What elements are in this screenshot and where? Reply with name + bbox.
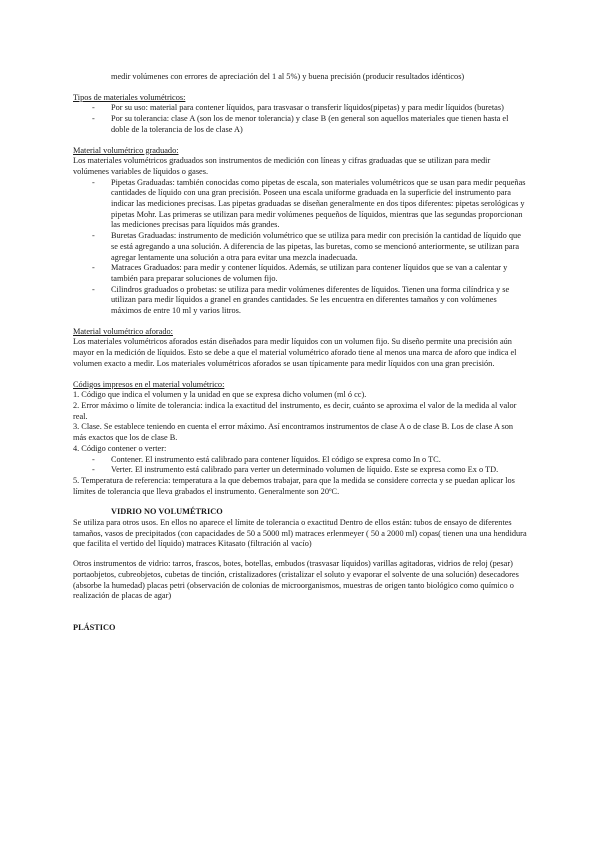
codigos-line-2: 2. Error máximo o límite de tolerancia: indica la exactitud del instrumento, es decir, cuánto se aproxima el valor de la medida al valor real. (73, 400, 517, 421)
vidrio-heading: VIDRIO NO VOLUMÉTRICO (111, 507, 223, 517)
aforado-heading: Material volumétrico aforado: (73, 326, 173, 336)
list-item: - Contener. El instrumento está calibrado para contener líquidos. El código se expresa como In o TC. (73, 455, 528, 466)
list-item: - Verter. El instrumento está calibrado para verter un determinado volumen de líquido. Este se expresa como Ex o TD. (73, 465, 528, 476)
codigos-line-4: 4. Código contener o verter: (73, 443, 167, 453)
codigos-sublist (73, 455, 528, 476)
list-item: - Por su uso: material para contener líquidos, para trasvasar o transferir líquidos(pipetas) y para medir líquidos (buretas) (73, 103, 528, 114)
list-item: - Cilindros graduados o probetas: se utiliza para medir volúmenes diferentes de líquidos. Tienen una forma cilíndrica y se utilizan para medir líquidos a granel en grandes cantidades. Se les encuentra en diferentes tamaños y con volúmenes máximos de entre 10 ml y varios litros. (73, 285, 528, 317)
aforado-text: Los materiales volumétricos aforados están diseñados para medir líquidos con un volumen fijo. Su diseño permite una precisión aún mayor en la medición de líquidos. Esto se debe a que el material volumétrico aforado tiene al menos una marca de aforo que indica el volumen exacto a medir. Los materiales volumétricos aforados se usan típicamente para medir líquidos con una gran precisión. (73, 337, 517, 368)
list-item: - Matraces Graduados: para medir y contener líquidos. Además, se utilizan para contener líquidos que se van a calentar y también para preparar soluciones de volumen fijo. (73, 263, 528, 284)
graduado-list (73, 178, 528, 317)
document-page (73, 72, 528, 634)
list-item: - Buretas Graduadas: instrumento de medición volumétrico que se utiliza para medir con precisión la cantidad de líquido que se está agregando a una solución. A diferencia de las pipetas, las buretas, como se mencionó anteriormente, se utilizan para agregar lentamente una solución a otra para evitar una mezcla inadecuada. (73, 231, 528, 263)
vidrio-paragraph-2: Otros instrumentos de vidrio: tarros, frascos, botes, botellas, embudos (trasvasar líquidos) varillas agitadoras, vidrios de reloj (pesar) portaobjetos, cubreobjetos, cubetas de tinción, cristalizadores (cristalizar el soluto y evaporar el solvente de una solución) desecadores (absorbe la humedad) placas petri (observación de colonias de microorganismos, muestras de origen tanto biológico como químico o realización de placas de agar) (73, 559, 519, 601)
codigos-line-1: 1. Código que indica el volumen y la unidad en que se expresa dicho volumen (ml ó cc). (73, 390, 367, 400)
vidrio-paragraph-1: Se utiliza para otros usos. En ellos no aparece el límite de tolerancia o exactitud Dentro de ellos están: tubos de ensayo de diferentes tamaños, vasos de precipitados (con capacidades de 50 a 5000 ml) matraces erlenmeyer ( 50 a 2000 ml) copas( tienen una una hendidura que facilita el vertido del líquido) matraces Kitasato (filtración al vacío) (73, 518, 527, 549)
codigos-line-5: 5. Temperatura de referencia: temperatura a la que debemos trabajar, para que la medida se considere correcta y se puedan aplicar los límites de tolerancia que lleva grabados el instrumento. Generalmente son 20ºC. (73, 475, 515, 496)
codigos-line-3: 3. Clase. Se establece teniendo en cuenta el error máximo. Así encontramos instrumentos de clase A o de clase B. Los de clase A son más exactos que los de clase B. (73, 422, 514, 443)
list-item: - Pipetas Graduadas: también conocidas como pipetas de escala, son materiales volumétricos que se usan para medir pequeñas cantidades de líquido con una gran precisión. Poseen una escala uniforme graduada en la superficie del instrumento para indicar las mediciones precisas. Las pipetas graduadas se diseñan generalmente en dos tipos diferentes: pipetas serológicas y pipetas Mohr. Las primeras se utilizan para medir volúmenes pequeños de líquidos, mientras que las segundas proporcionan las mediciones precisas para líquidos más grandes. (73, 178, 528, 232)
plastico-heading: PLÁSTICO (73, 622, 116, 632)
intro-continuation: medir volúmenes con errores de apreciación del 1 al 5%) y buena precisión (producir resultados idénticos) (111, 72, 465, 81)
list-item: - Por su tolerancia: clase A (son los de menor tolerancia) y clase B (en general son aquellos materiales que tienen hasta el doble de la tolerancia de los de clase A) (73, 114, 528, 135)
tipos-heading: Tipos de materiales volumétricos: (73, 92, 186, 102)
tipos-list (73, 103, 528, 135)
graduado-intro: Los materiales volumétricos graduados son instrumentos de medición con líneas y cifras graduadas que se utilizan para medir volúmenes variables de líquidos o gases. (73, 156, 491, 176)
graduado-heading: Material volumétrico graduado: (73, 145, 179, 155)
codigos-heading: Códigos impresos en el material volumétrico: (73, 379, 225, 389)
